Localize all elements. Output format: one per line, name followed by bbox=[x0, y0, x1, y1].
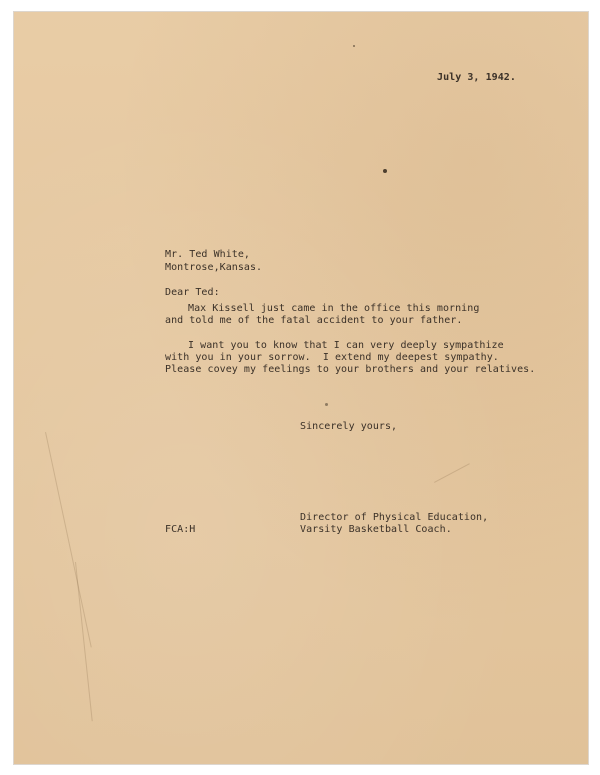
signature-title-line-1: Director of Physical Education, bbox=[300, 512, 489, 523]
recipient-address: Montrose,Kansas. bbox=[165, 262, 263, 273]
body-paragraph-2-line-2: with you in your sorrow. I extend my deepest sympathy. bbox=[165, 352, 499, 363]
recipient-name: Mr. Ted White, bbox=[165, 249, 250, 260]
body-paragraph-1-line-2: and told me of the fatal accident to your father. bbox=[165, 315, 463, 326]
body-paragraph-2-line-3: Please covey my feelings to your brothers and your relatives. bbox=[165, 364, 536, 375]
reference-initials: FCA:H bbox=[165, 524, 196, 535]
ink-speck bbox=[325, 403, 328, 406]
letter-paper bbox=[14, 12, 588, 764]
ink-speck bbox=[353, 45, 355, 47]
complimentary-closing: Sincerely yours, bbox=[300, 421, 398, 432]
paper-crease bbox=[434, 463, 470, 483]
body-paragraph-2-line-1: I want you to know that I can very deeply sympathize bbox=[188, 340, 504, 351]
body-paragraph-1-line-1: Max Kissell just came in the office this morning bbox=[188, 303, 480, 314]
paper-crease bbox=[45, 432, 92, 647]
ink-spot bbox=[383, 169, 387, 173]
letter-date: July 3, 1942. bbox=[437, 72, 516, 83]
salutation: Dear Ted: bbox=[165, 287, 220, 298]
signature-title-line-2: Varsity Basketball Coach. bbox=[300, 524, 452, 535]
